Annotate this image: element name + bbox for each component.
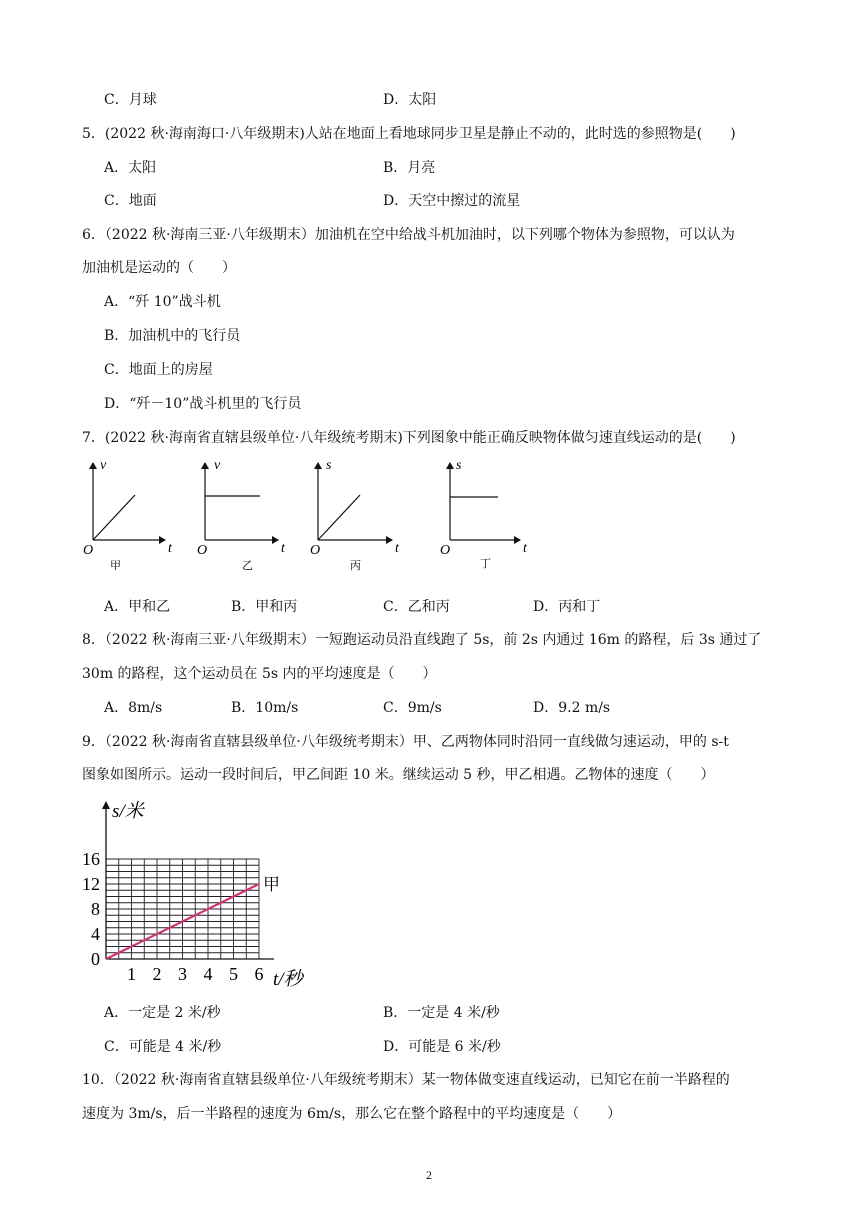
graph-bing-origin: O (310, 543, 321, 558)
q8-option-d: D．9.2 m/s (533, 700, 611, 716)
chart-xlabel: t/秒 (273, 969, 303, 990)
x-tick-label: 1 (127, 964, 136, 984)
graph-jia-origin: O (83, 543, 94, 558)
q5-option-a: A．太阳 (104, 160, 157, 176)
graph-bing-line (318, 495, 360, 540)
graph-yi (197, 458, 286, 572)
x-tick-label: 6 (254, 964, 264, 984)
q8-stem-line2: 30m 的路程，这个运动员在 5s 内的平均速度是（ ） (82, 666, 437, 682)
x-tick-label: 3 (178, 964, 187, 984)
graph-jia (83, 458, 173, 572)
chart-grid (106, 859, 259, 959)
y-tick-label: 4 (91, 924, 100, 944)
graph-jia-xlabel: t (168, 541, 172, 556)
q6-option-c: C．地面上的房屋 (104, 362, 213, 378)
q9-option-d: D．可能是 6 米/秒 (383, 1039, 501, 1055)
q5-option-b: B．月亮 (383, 160, 436, 176)
q5-option-d: D．天空中擦过的流星 (383, 193, 521, 209)
q8-stem-line1: 8．（2022 秋·海南三亚·八年级期末）一短跑运动员沿直线跑了 5s，前 2s 内通过 16m 的路程，后 3s 通过了 (82, 632, 762, 648)
q7-option-d: D．丙和丁 (533, 599, 601, 615)
y-tick-label: 16 (82, 849, 100, 869)
q6-option-d: D．“歼－10”战斗机里的飞行员 (104, 396, 302, 412)
graph-ding-caption: 丁 (480, 557, 491, 570)
graph-ding-origin: O (440, 543, 451, 558)
q4-option-d: D．太阳 (383, 92, 437, 108)
q9-option-a: A．一定是 2 米/秒 (104, 1005, 221, 1021)
x-tick-label: 4 (203, 964, 213, 984)
q8-option-b: B．10m/s (231, 700, 299, 716)
graph-bing (310, 458, 400, 572)
chart-ticks (82, 849, 264, 984)
q9-option-b: B．一定是 4 米/秒 (383, 1005, 500, 1021)
q6-option-a: A．“歼 10”战斗机 (104, 294, 221, 310)
chart-axes (102, 801, 274, 959)
q7-option-c: C．乙和丙 (383, 599, 450, 615)
graph-jia-ylabel: v (100, 458, 107, 473)
y-axis-arrow (102, 801, 110, 809)
q7-graphs (80, 455, 540, 580)
q5-stem: 5．(2022 秋·海南海口·八年级期末)人站在地面上看地球同步卫星是静止不动的，此时选的参照物是( ) (82, 126, 736, 142)
q4-option-c: C．月球 (104, 92, 157, 108)
x-tick-label: 2 (152, 964, 162, 984)
q10-stem-line1: 10．（2022 秋·海南省直辖县级单位·八年级统考期末）某一物体做变速直线运动，已知它在前一半路程的 (82, 1072, 730, 1088)
q5-option-c: C．地面 (104, 193, 157, 209)
graph-jia-caption: 甲 (110, 559, 121, 572)
graph-yi-ylabel: v (214, 458, 221, 473)
q9-option-c: C．可能是 4 米/秒 (104, 1039, 222, 1055)
graph-yi-caption: 乙 (242, 559, 253, 572)
graph-ding-ylabel: s (456, 458, 462, 473)
q6-stem-line2: 加油机是运动的（ ） (82, 260, 236, 276)
q9-st-chart (78, 795, 318, 995)
graph-yi-origin: O (197, 543, 208, 558)
q7-option-b: B．甲和丙 (231, 599, 298, 615)
x-tick-label: 5 (229, 964, 238, 984)
q7-stem: 7．(2022 秋·海南省直辖县级单位·八年级统考期末)下列图象中能正确反映物体做匀速直线运动的是( ) (82, 430, 736, 446)
q9-stem-line2: 图象如图所示。运动一段时间后，甲乙间距 10 米。继续运动 5 秒，甲乙相遇。乙物体的速度（ ） (82, 767, 715, 783)
page-number: 2 (426, 1168, 432, 1182)
q9-stem-line1: 9．（2022 秋·海南省直辖县级单位·八年级统考期末）甲、乙两物体同时沿同一直线做匀速运动，甲的 s-t (82, 734, 729, 750)
graph-ding-xlabel: t (523, 541, 527, 556)
graph-ding (440, 458, 528, 570)
graph-jia-line (93, 495, 135, 540)
chart-series-label: 甲 (263, 875, 280, 894)
y-tick-label: 12 (82, 874, 100, 894)
q8-option-a: A．8m/s (104, 700, 163, 716)
y-tick-label: 0 (91, 949, 100, 969)
q8-option-c: C．9m/s (383, 700, 442, 716)
q10-stem-line2: 速度为 3m/s，后一半路程的速度为 6m/s，那么它在整个路程中的平均速度是（ ） (82, 1106, 622, 1122)
graph-bing-ylabel: s (326, 458, 332, 473)
graph-bing-caption: 丙 (350, 559, 361, 572)
q6-stem-line1: 6．（2022 秋·海南三亚·八年级期末）加油机在空中给战斗机加油时，以下列哪个物体为参照物，可以认为 (82, 227, 735, 243)
q7-option-a: A．甲和乙 (104, 599, 171, 615)
y-tick-label: 8 (91, 899, 100, 919)
q6-option-b: B．加油机中的飞行员 (104, 328, 241, 344)
chart-ylabel: s/米 (112, 801, 144, 822)
graph-bing-xlabel: t (395, 541, 399, 556)
graph-yi-xlabel: t (281, 541, 285, 556)
